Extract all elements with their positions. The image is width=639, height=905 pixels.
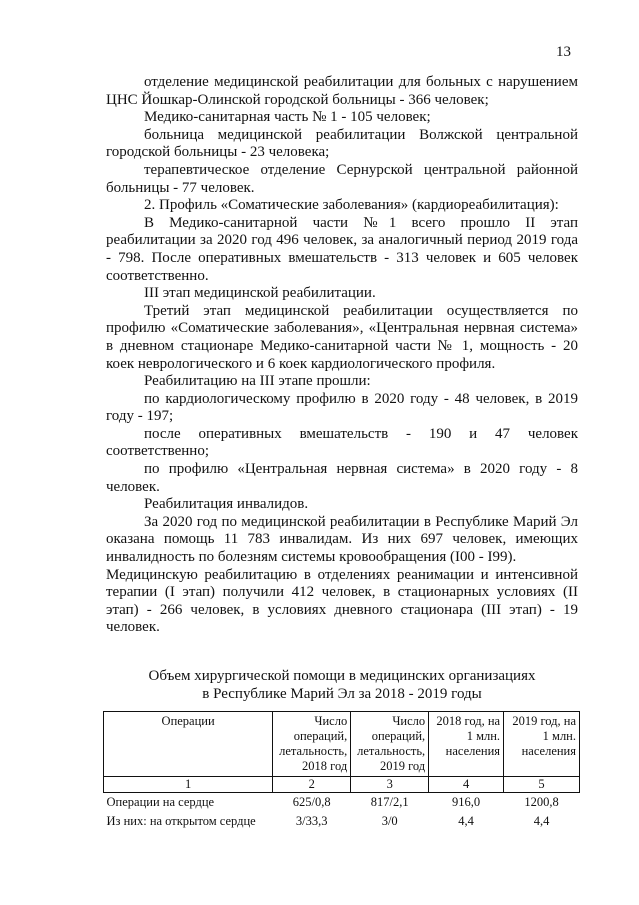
cell-value: 3/0 — [381, 814, 398, 828]
paragraph: За 2020 год по медицинской реабилитации в Республике Марий Эл оказана помощь 11 783 инвалидам. Из них 697 человек, имеющих инвалидность по болезням системы кровообращения (I00 - I99). — [106, 513, 578, 566]
page-number: 13 — [556, 44, 571, 60]
cell-value: 916,0 — [452, 795, 481, 809]
paragraph: Реабилитация инвалидов. — [144, 496, 309, 513]
column-number: 4 — [429, 777, 504, 793]
table-row — [104, 793, 580, 813]
paragraph: В Медико-санитарной части №1 всего прошло II этап реабилитации за 2020 год 496 человек, за аналогичный период 2019 года - 798. После оперативных вмешательств - 313 человек и 605 человек соответственно. — [106, 214, 578, 284]
header-operations: Операции — [104, 712, 273, 777]
column-number: 3 — [351, 777, 429, 793]
paragraph: 2. Профиль «Соматические заболевания» (кардиореабилитация): — [144, 197, 559, 214]
paragraph: III этап медицинской реабилитации. — [144, 285, 376, 302]
cell-value: 4,4 — [458, 814, 474, 828]
header-ops-2019: Число операций, летальность, 2019 год — [351, 712, 429, 777]
header-per-million-2018: 2018 год, на 1 млн. населения — [429, 712, 504, 777]
paragraph: по профилю «Центральная нервная система» в 2020 году - 8 человек. — [106, 461, 578, 495]
table-header-row — [104, 712, 580, 777]
cell-value: 4,4 — [533, 814, 550, 828]
row-label: Из них: на открытом сердце — [106, 814, 256, 828]
paragraph: Медико-санитарная часть № 1 - 105 человек; — [144, 109, 431, 126]
column-number: 2 — [273, 777, 351, 793]
surgery-volume-table — [103, 711, 580, 831]
cell-value: 3/33,3 — [295, 814, 328, 828]
paragraph: больница медицинской реабилитации Волжской центральной городской больницы - 23 человека; — [106, 126, 578, 161]
paragraph: отделение медицинской реабилитации для больных с нарушением ЦНС Йошкар-Олинской городской больницы - 366 человек; — [106, 74, 578, 108]
table-row — [104, 812, 580, 831]
paragraph: по кардиологическому профилю в 2020 году - 48 человек, в 2019 году - 197; — [106, 390, 578, 425]
table-title — [106, 667, 578, 703]
header-ops-2018: Число операций, летальность, 2018 год — [273, 712, 351, 777]
paragraph: Медицинскую реабилитацию в отделениях реанимации и интенсивной терапии (I этап) получили 412 человек, в стационарных условиях (II этап) - 266 человек, в условиях дневного стационара (III этап) - 19 человек. — [106, 566, 578, 636]
body-text — [106, 74, 578, 637]
table-title-line-1: Объем хирургической помощи в медицинских организациях — [148, 668, 536, 684]
paragraph: Реабилитацию на III этапе прошли: — [144, 373, 371, 390]
row-label: Операции на сердце — [106, 795, 215, 809]
column-number: 1 — [104, 777, 273, 793]
cell-value: 1200,8 — [524, 795, 559, 809]
table-title-line-2: в Республике Марий Эл за 2018 - 2019 годы — [202, 686, 482, 702]
header-per-million-2019: 2019 год, на 1 млн. населения — [504, 712, 580, 777]
paragraph: терапевтическое отделение Сернурской центральной районной больницы - 77 человек. — [106, 161, 578, 196]
cell-value: 625/0,8 — [292, 795, 331, 809]
paragraph: после оперативных вмешательств - 190 и 47 человек соответственно; — [106, 425, 578, 460]
cell-value: 817/2,1 — [370, 795, 409, 809]
column-number-row — [104, 777, 580, 793]
paragraph: Третий этап медицинской реабилитации осуществляется по профилю «Соматические заболевания», «Центральная нервная система» в дневном стационаре Медико-санитарной части № 1, мощность - 20 коек неврологического и 6 коек кардиологического профиля. — [106, 302, 578, 372]
column-number: 5 — [504, 777, 580, 793]
